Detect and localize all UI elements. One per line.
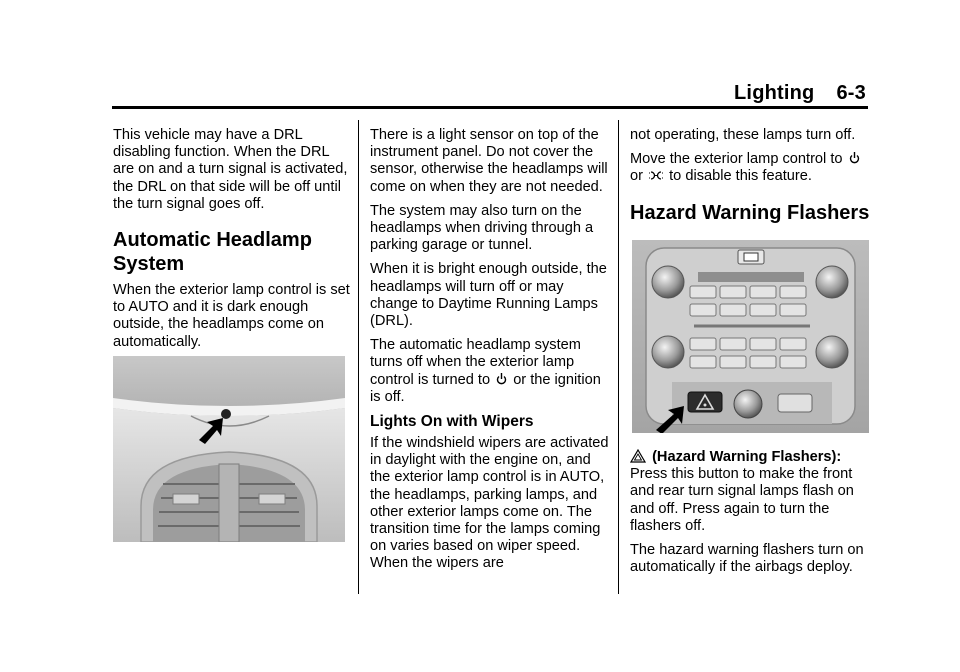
column-2 [370, 127, 610, 580]
garage-tunnel-paragraph: The system may also turn on the headlamps when driving through a parking garage or tunnel. [370, 202, 594, 254]
hazard-body: Press this button to make the front and rear turn signal lamps flash on and off. Press again to turn the flashers off. [630, 466, 854, 534]
auto-headlamp-paragraph: When the exterior lamp control is set to AUTO and it is dark enough outside, the headlamps come on automatically. [113, 282, 350, 350]
hazard-button-illustration [632, 240, 869, 433]
hazard-button-paragraph [630, 449, 870, 535]
section-title: Lighting [734, 82, 815, 104]
wipers-paragraph: If the windshield wipers are activated in daylight with the engine on, and the exterior lamp control is in AUTO, the headlamps, parking lamps, and other exterior lamps come on. The transition time for the lamps coming on varies based on wiper speed. When the wipers are [370, 435, 609, 572]
lamps-off-paragraph: not operating, these lamps turn off. [630, 127, 856, 143]
page-header [112, 80, 868, 106]
parking-lamp-icon [649, 169, 663, 182]
auto-off-paragraph: The automatic headlamp system turns off when the exterior lamp control is turned to or the ignition is off. [370, 337, 601, 405]
page-number: 6-3 [836, 82, 866, 104]
disable-feature-paragraph: Move the exterior lamp control to or to disable this feature. [630, 151, 870, 185]
power-symbol-icon [849, 151, 860, 165]
hazard-triangle-icon [630, 449, 646, 463]
bright-outside-paragraph: When it is bright enough outside, the headlamps will turn off or may change to Daytime Running Lamps (DRL). [370, 261, 607, 330]
hazard-title: (Hazard Warning Flashers): [652, 449, 842, 465]
airbag-paragraph: The hazard warning flashers turn on automatically if the airbags deploy. [630, 542, 864, 576]
column-3 [630, 127, 870, 231]
column-divider-1 [358, 120, 359, 594]
automatic-headlamp-heading: Automatic Headlamp System [113, 229, 312, 276]
header-rule [112, 106, 868, 109]
power-symbol-icon [496, 372, 507, 386]
column-divider-2 [618, 120, 619, 594]
light-sensor-illustration [113, 356, 345, 542]
drl-paragraph: This vehicle may have a DRL disabling function. When the DRL are on and a turn signal is activated, the DRL on that side will be off until the turn signal goes off. [113, 127, 348, 212]
column-1 [113, 127, 353, 358]
lights-on-with-wipers-heading: Lights On with Wipers [370, 413, 534, 431]
hazard-description [630, 449, 870, 583]
light-sensor-paragraph: There is a light sensor on top of the instrument panel. Do not cover the sensor, otherwise the headlamps will come on when they are not needed. [370, 127, 608, 195]
hazard-warning-flashers-heading: Hazard Warning Flashers [630, 201, 870, 224]
